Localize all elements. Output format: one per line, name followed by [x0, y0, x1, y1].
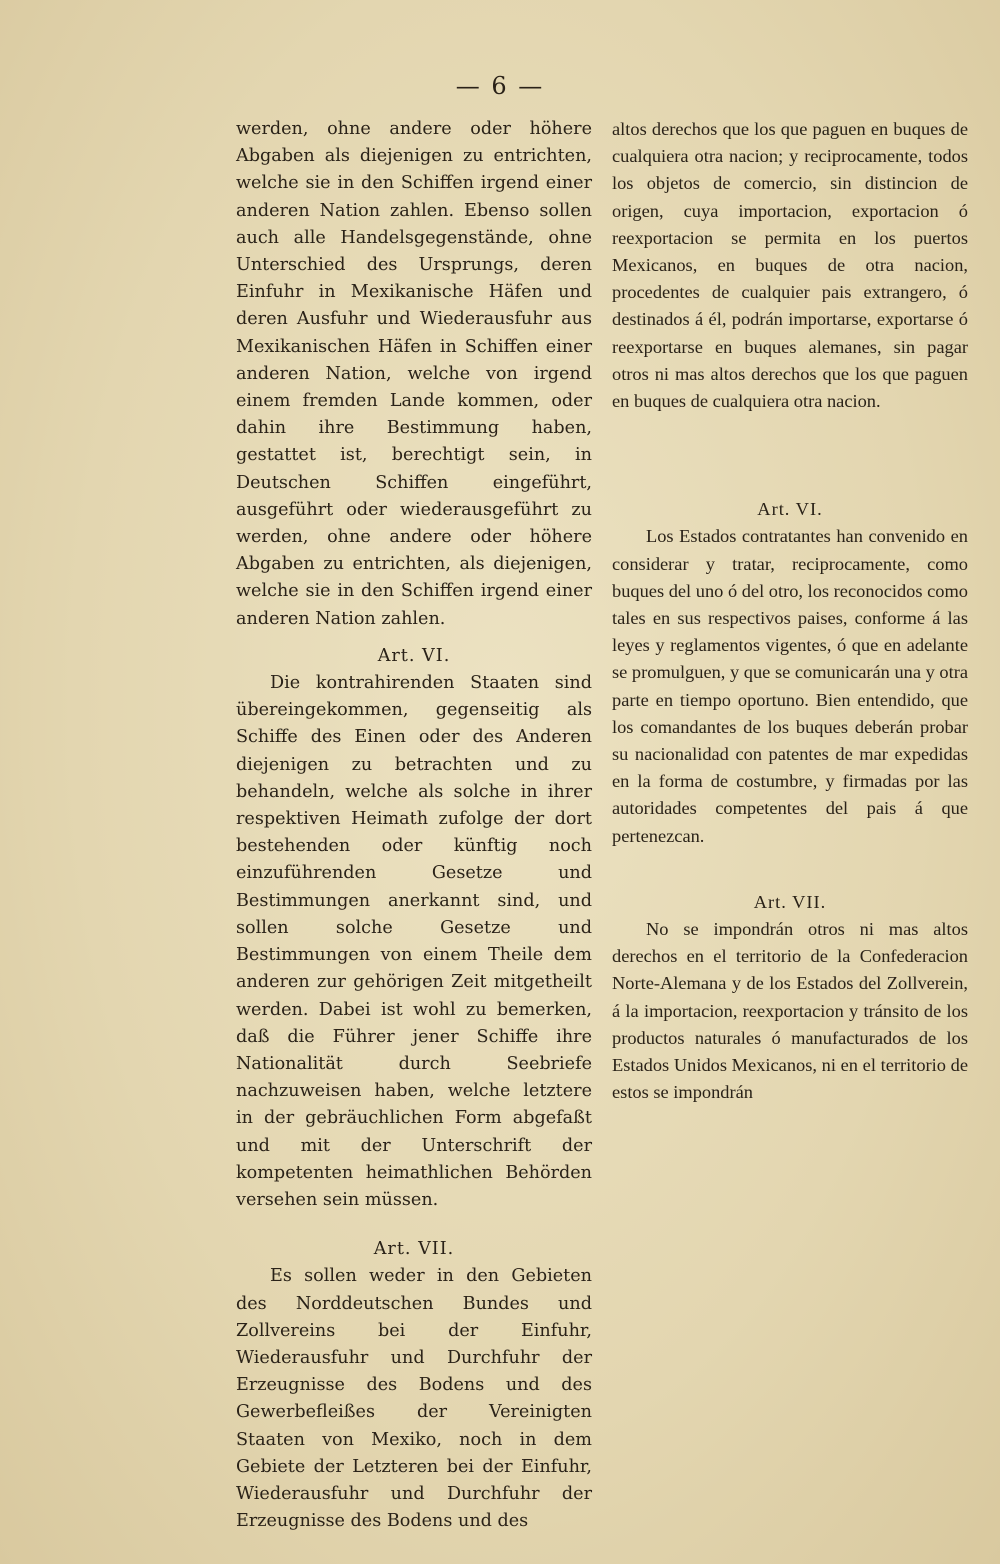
page-number: — 6 —	[455, 72, 545, 100]
spanish-article-6-heading: Art. VI.	[757, 499, 823, 520]
spanish-article-7-heading: Art. VII.	[753, 891, 827, 912]
german-article-7-text: Es sollen weder in den Gebieten des Norddeutschen Bundes und Zollvereins bei der Einfuhr, Wiederausfuhr und Durchfuhr der Erzeugnisse des Bodens und des Gewerbefleißes der Vereinigten Staaten von Mexiko, noch in dem Gebiete der Letzteren bei der Einfuhr, Wiederausfuhr und Durchfuhr der Erzeugnisse des Bodens und des	[236, 1266, 592, 1532]
spanish-article-7-text: No se impondrán otros ni mas altos derechos en el territorio de la Confederacion Norte-Alemana y de los Estados del Zollverein, á la importacion, reexportacion y tránsito de los productos naturales ó manufacturados de los Estados Unidos Mexicanos, ni en el territorio de estos se impondrán	[612, 919, 968, 1103]
german-column	[236, 116, 592, 1535]
german-continuation-paragraph: werden, ohne andere oder höhere Abgaben als diejenigen zu entrichten, welche sie in den Schiffen irgend einer anderen Nation zahlen. Ebenso sollen auch alle Handelsgegenstände, ohne Unterschied des Ursprungs, deren Einfuhr in Mexikanische Häfen und deren Ausfuhr und Wiederausfuhr aus Mexikanischen Häfen in Schiffen einer anderen Nation, welche von irgend einem fremden Lande kommen, oder dahin ihre Bestimmung haben, gestattet ist, berechtigt sein, in Deutschen Schiffen eingeführt, ausgeführt oder wiederausgeführt zu werden, ohne andere oder höhere Abgaben zu entrichten, als diejenigen, welche sie in den Schiffen irgend einer anderen Nation zahlen.	[236, 119, 592, 629]
german-article-7-heading: Art. VII.	[373, 1239, 455, 1260]
spanish-article-6-text: Los Estados contratantes han convenido en considerar y tratar, reciprocamente, como buques del uno ó del otro, los reconocidos como tales en sus respectivos paises, conforme á las leyes y reglamentos vigentes, ó que en adelante se promulguen, y que se comunicarán una y otra parte en tiempo oportuno. Bien entendido, que los comandantes de los buques deberán probar su nacionalidad con patentes de mar expedidas en la forma de costumbre, y firmadas por las autoridades competentes del pais á que pertenezcan.	[612, 526, 968, 846]
german-article-6-text: Die kontrahirenden Staaten sind übereingekommen, gegenseitig als Schiffe des Einen oder des Anderen diejenigen zu betrachten und zu behandeln, welche als solche in ihrer respektiven Heimath zufolge der dort bestehenden oder künftig noch einzuführenden Gesetze und Bestimmungen anerkannt sind, und sollen solche Gesetze und Bestimmungen von einem Theile dem anderen zur gehörigen Zeit mitgetheilt werden. Dabei ist wohl zu bemerken, daß die Führer jener Schiffe ihre Nationalität durch Seebriefe nachzuweisen haben, welche letztere in der gebräuchlichen Form abgefaßt und mit der Unterschrift der kompetenten heimathlichen Behörden versehen sein müssen.	[236, 673, 592, 1210]
spanish-column	[612, 116, 968, 1107]
spanish-continuation-paragraph: altos derechos que los que paguen en buques de cualquiera otra nacion; y reciprocamente, todos los objetos de comercio, sin distincion de origen, cuya importacion, exportacion ó reexportacion se permita en los puertos Mexicanos, en buques de otra nacion, procedentes de cualquier pais extrangero, ó destinados á él, podrán importarse, exportarse ó reexportarse en buques alemanes, sin pagar otros ni mas altos derechos que los que paguen en buques de cualquiera otra nacion.	[612, 119, 968, 412]
german-article-6-heading: Art. VI.	[377, 645, 451, 666]
